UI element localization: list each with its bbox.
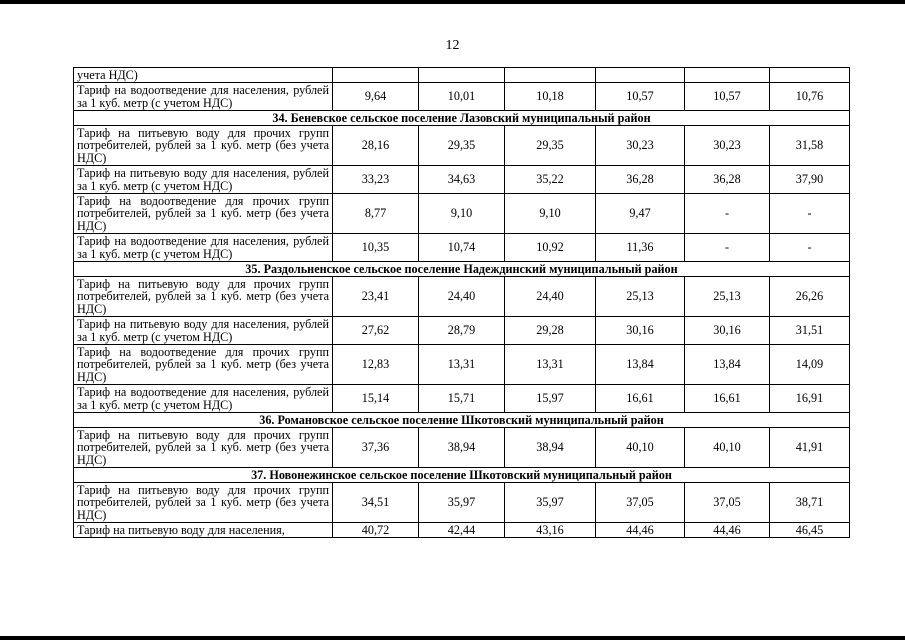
tariff-value-period-1: 37,36 xyxy=(333,428,419,468)
tariff-value-period-4: 30,23 xyxy=(596,126,685,166)
tariff-value-period-2: 35,97 xyxy=(419,483,505,523)
tariff-value-period-6: - xyxy=(770,234,850,262)
tariff-value-period-4: 16,61 xyxy=(596,385,685,413)
tariff-value-period-6: 31,51 xyxy=(770,317,850,345)
page-number: 12 xyxy=(445,38,460,53)
tariff-value-period-2: 10,74 xyxy=(419,234,505,262)
tariff-value-period-1: 34,51 xyxy=(333,483,419,523)
tariff-value-period-1: 40,72 xyxy=(333,523,419,538)
tariff-description: Тариф на питьевую воду для прочих групп потребителей, рублей за 1 куб. метр (без учета НДС) xyxy=(74,428,333,468)
tariff-value-period-4: 11,36 xyxy=(596,234,685,262)
tariff-value-period-5: 30,23 xyxy=(685,126,770,166)
scan-top-edge xyxy=(0,0,905,4)
tariff-value-period-3: 10,92 xyxy=(505,234,596,262)
tariff-value-period-3: 43,16 xyxy=(505,523,596,538)
tariff-value-period-3: 35,22 xyxy=(505,166,596,194)
tariff-value-period-6 xyxy=(770,68,850,83)
tariff-row xyxy=(74,234,850,262)
section-title: 37. Новонежинское сельское поселение Шкотовский муниципальный район xyxy=(74,468,850,483)
tariff-description: Тариф на водоотведение для населения, рублей за 1 куб. метр (с учетом НДС) xyxy=(74,83,333,111)
tariff-value-period-3: 10,18 xyxy=(505,83,596,111)
tariff-row xyxy=(74,483,850,523)
tariff-row xyxy=(74,277,850,317)
tariff-value-period-6: 37,90 xyxy=(770,166,850,194)
tariff-value-period-6: 14,09 xyxy=(770,345,850,385)
tariff-value-period-1 xyxy=(333,68,419,83)
tariff-value-period-5: 37,05 xyxy=(685,483,770,523)
tariff-value-period-5: 25,13 xyxy=(685,277,770,317)
tariff-value-period-5: - xyxy=(685,194,770,234)
tariff-value-period-4 xyxy=(596,68,685,83)
tariff-value-period-3: 24,40 xyxy=(505,277,596,317)
tariff-description: Тариф на питьевую воду для населения, рублей за 1 куб. метр (с учетом НДС) xyxy=(74,166,333,194)
tariff-value-period-4: 10,57 xyxy=(596,83,685,111)
tariff-value-period-5: 44,46 xyxy=(685,523,770,538)
tariff-value-period-3 xyxy=(505,68,596,83)
tariff-value-period-1: 23,41 xyxy=(333,277,419,317)
tariff-value-period-5: 40,10 xyxy=(685,428,770,468)
tariff-row xyxy=(74,194,850,234)
tariff-value-period-4: 40,10 xyxy=(596,428,685,468)
tariff-value-period-1: 12,83 xyxy=(333,345,419,385)
tariff-value-period-6: - xyxy=(770,194,850,234)
tariff-value-period-4: 25,13 xyxy=(596,277,685,317)
tariff-row xyxy=(74,83,850,111)
tariff-description: Тариф на питьевую воду для прочих групп потребителей, рублей за 1 куб. метр (без учета НДС) xyxy=(74,277,333,317)
tariff-row xyxy=(74,385,850,413)
tariff-description: Тариф на водоотведение для населения, рублей за 1 куб. метр (с учетом НДС) xyxy=(74,234,333,262)
tariff-value-period-5: 36,28 xyxy=(685,166,770,194)
tariff-value-period-2: 34,63 xyxy=(419,166,505,194)
tariff-description: Тариф на питьевую воду для населения, xyxy=(74,523,333,538)
section-header-row xyxy=(74,262,850,277)
tariff-value-period-3: 38,94 xyxy=(505,428,596,468)
section-title: 35. Раздольненское сельское поселение Надеждинский муниципальный район xyxy=(74,262,850,277)
tariff-table xyxy=(73,67,850,538)
tariff-value-period-3: 29,28 xyxy=(505,317,596,345)
tariff-description: Тариф на водоотведение для прочих групп потребителей, рублей за 1 куб. метр (без учета НДС) xyxy=(74,345,333,385)
tariff-value-period-2: 29,35 xyxy=(419,126,505,166)
tariff-value-period-2: 15,71 xyxy=(419,385,505,413)
tariff-value-period-2: 28,79 xyxy=(419,317,505,345)
section-header-row xyxy=(74,413,850,428)
tariff-value-period-1: 9,64 xyxy=(333,83,419,111)
tariff-value-period-5: 10,57 xyxy=(685,83,770,111)
tariff-row xyxy=(74,523,850,538)
tariff-value-period-6: 46,45 xyxy=(770,523,850,538)
tariff-description: учета НДС) xyxy=(74,68,333,83)
tariff-value-period-2: 42,44 xyxy=(419,523,505,538)
tariff-value-period-6: 41,91 xyxy=(770,428,850,468)
tariff-value-period-5: 16,61 xyxy=(685,385,770,413)
tariff-value-period-1: 27,62 xyxy=(333,317,419,345)
tariff-value-period-2: 38,94 xyxy=(419,428,505,468)
tariff-value-period-1: 28,16 xyxy=(333,126,419,166)
tariff-value-period-3: 9,10 xyxy=(505,194,596,234)
tariff-row xyxy=(74,166,850,194)
section-header-row xyxy=(74,111,850,126)
tariff-value-period-3: 15,97 xyxy=(505,385,596,413)
tariff-value-period-5: - xyxy=(685,234,770,262)
scan-bottom-edge xyxy=(0,636,905,640)
tariff-value-period-4: 13,84 xyxy=(596,345,685,385)
tariff-value-period-2 xyxy=(419,68,505,83)
tariff-description: Тариф на водоотведение для населения, рублей за 1 куб. метр (с учетом НДС) xyxy=(74,385,333,413)
section-title: 36. Романовское сельское поселение Шкотовский муниципальный район xyxy=(74,413,850,428)
section-title: 34. Беневское сельское поселение Лазовский муниципальный район xyxy=(74,111,850,126)
tariff-value-period-5: 13,84 xyxy=(685,345,770,385)
tariff-value-period-3: 29,35 xyxy=(505,126,596,166)
tariff-value-period-1: 15,14 xyxy=(333,385,419,413)
tariff-value-period-2: 9,10 xyxy=(419,194,505,234)
tariff-row xyxy=(74,126,850,166)
tariff-table-body xyxy=(74,68,850,538)
tariff-value-period-2: 24,40 xyxy=(419,277,505,317)
tariff-value-period-4: 9,47 xyxy=(596,194,685,234)
tariff-value-period-2: 13,31 xyxy=(419,345,505,385)
tariff-value-period-3: 13,31 xyxy=(505,345,596,385)
tariff-value-period-1: 8,77 xyxy=(333,194,419,234)
tariff-value-period-6: 31,58 xyxy=(770,126,850,166)
tariff-value-period-6: 10,76 xyxy=(770,83,850,111)
tariff-row xyxy=(74,317,850,345)
tariff-value-period-4: 30,16 xyxy=(596,317,685,345)
tariff-value-period-5: 30,16 xyxy=(685,317,770,345)
tariff-value-period-1: 33,23 xyxy=(333,166,419,194)
tariff-description: Тариф на питьевую воду для населения, рублей за 1 куб. метр (с учетом НДС) xyxy=(74,317,333,345)
tariff-row xyxy=(74,345,850,385)
tariff-value-period-4: 37,05 xyxy=(596,483,685,523)
tariff-description: Тариф на питьевую воду для прочих групп потребителей, рублей за 1 куб. метр (без учета НДС) xyxy=(74,483,333,523)
tariff-row xyxy=(74,68,850,83)
tariff-value-period-1: 10,35 xyxy=(333,234,419,262)
tariff-row xyxy=(74,428,850,468)
tariff-description: Тариф на водоотведение для прочих групп потребителей, рублей за 1 куб. метр (без учета НДС) xyxy=(74,194,333,234)
tariff-value-period-4: 44,46 xyxy=(596,523,685,538)
tariff-value-period-2: 10,01 xyxy=(419,83,505,111)
tariff-value-period-3: 35,97 xyxy=(505,483,596,523)
tariff-value-period-6: 38,71 xyxy=(770,483,850,523)
tariff-value-period-6: 16,91 xyxy=(770,385,850,413)
section-header-row xyxy=(74,468,850,483)
tariff-description: Тариф на питьевую воду для прочих групп потребителей, рублей за 1 куб. метр (без учета НДС) xyxy=(74,126,333,166)
tariff-value-period-5 xyxy=(685,68,770,83)
tariff-value-period-6: 26,26 xyxy=(770,277,850,317)
tariff-value-period-4: 36,28 xyxy=(596,166,685,194)
